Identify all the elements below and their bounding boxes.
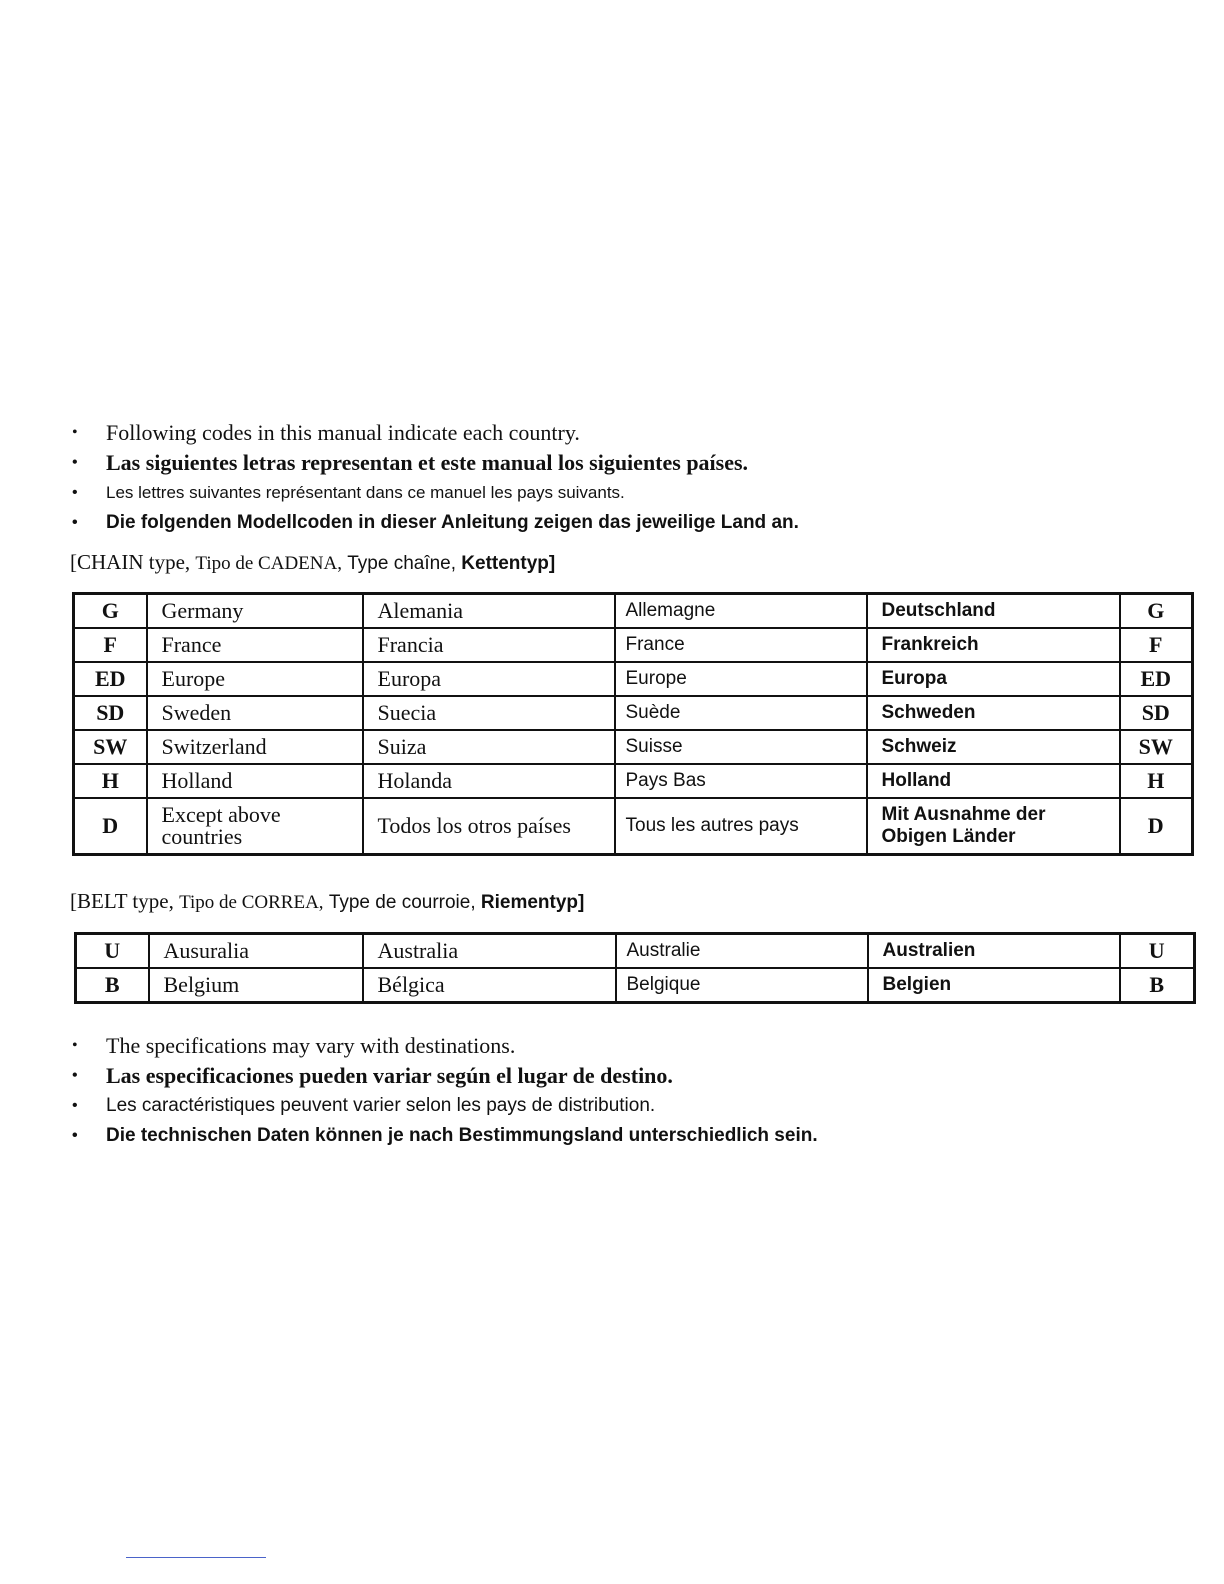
french-name-text: France [625,634,685,655]
code-right-text: B [1149,972,1165,997]
french-name-text: Australie [626,940,701,961]
german-name [867,764,1120,798]
code-left-text: F [103,632,117,657]
english-name-text: Germany [161,598,244,623]
country-row [74,696,1193,730]
spanish-name-text: Suiza [377,734,427,759]
english-name [149,968,363,1003]
english-name-text: France [161,632,222,657]
spanish-name [363,628,615,662]
code-left-text: H [101,768,119,793]
german-name [867,798,1120,855]
english-name-text: Sweden [161,700,232,725]
spec-note-german: • Die technischen Daten können je nach Bestimmungsland unterschiedlich sein. [70,1121,818,1151]
code-left-text: D [102,813,119,838]
spec-note-spanish: • Las especificaciones pueden variar según el lugar de destino. [70,1061,818,1091]
country-row [74,594,1193,629]
country-row [74,764,1193,798]
german-name-text: Frankreich [881,634,979,655]
english-name [149,934,363,969]
spanish-name-text: Europa [377,666,442,691]
english-name [147,798,363,855]
french-name [615,594,867,629]
caption-es: Tipo de CADENA, [195,553,342,574]
code-right [1120,594,1193,629]
spanish-name [363,934,616,969]
caption-es: Tipo de CORREA, [179,892,324,913]
german-name-text: Schweiz [881,736,957,757]
french-name [615,798,867,855]
german-name [867,628,1120,662]
spanish-name [363,764,615,798]
spanish-name-text: Bélgica [377,972,445,997]
german-name-text: Europa [881,668,947,689]
code-right [1120,968,1195,1003]
caption-fr: Type de courroie, [328,892,476,913]
spanish-name [363,696,615,730]
caption-de: Riementyp] [480,892,585,913]
belt-type-caption [70,886,584,916]
spanish-name-text: Australia [377,938,459,963]
english-name-text: Belgium [163,972,240,997]
french-name [615,764,867,798]
code-left [74,662,147,696]
spec-notes [70,1031,818,1151]
french-name [616,934,868,969]
code-right [1120,934,1195,969]
german-name-text: Holland [881,770,952,791]
code-right [1120,628,1193,662]
spanish-name [363,798,615,855]
code-right-text: F [1149,632,1163,657]
spanish-name-text: Alemania [377,598,464,623]
code-left [76,968,149,1003]
code-right-text: D [1147,813,1164,838]
french-name-text: Europe [625,668,687,689]
spec-note-english: • The specifications may vary with destinations. [70,1031,818,1061]
spanish-name [363,968,616,1003]
caption-fr: Type chaîne, [347,553,457,574]
code-left-text: SW [93,734,128,759]
english-name [147,662,363,696]
french-name-text: Suisse [625,736,683,757]
code-left [76,934,149,969]
english-name [147,594,363,629]
code-right [1120,662,1193,696]
chain-type-caption [70,547,555,577]
code-right-text: ED [1140,666,1172,691]
footer-rule [126,1557,266,1558]
english-name [147,764,363,798]
spanish-name [363,594,615,629]
german-name [867,730,1120,764]
code-left [74,594,147,629]
code-left-text: G [101,598,119,623]
french-name [616,968,868,1003]
english-name [147,628,363,662]
spanish-name [363,730,615,764]
german-name [867,696,1120,730]
chain-country-table [72,592,1194,856]
french-name-text: Suède [625,702,681,723]
code-right [1120,696,1193,730]
code-left-text: SD [96,700,125,725]
spanish-name [363,662,615,696]
note-german: • Die folgenden Modellcoden in dieser Anleitung zeigen das jeweilige Land an. [70,508,799,538]
german-name [867,594,1120,629]
country-row [74,798,1193,855]
french-name [615,662,867,696]
code-right-text: U [1148,938,1165,963]
caption-en: [CHAIN type, [70,550,191,574]
german-name-text: Deutschland [881,600,996,621]
country-row [76,968,1195,1003]
french-name-text: Belgique [626,974,701,995]
french-name-text: Allemagne [625,600,716,621]
belt-country-table [74,932,1196,1004]
english-name [147,696,363,730]
caption-en: [BELT type, [70,889,174,913]
german-name [867,662,1120,696]
english-name-text: Holland [161,768,233,793]
german-name-text: Mit Ausnahme der Obigen Länder [881,804,1046,847]
code-right [1120,764,1193,798]
code-right-text: G [1147,598,1165,623]
code-left [74,730,147,764]
code-right [1120,798,1193,855]
country-row [74,730,1193,764]
english-name-text: Switzerland [161,734,267,759]
spanish-name-text: Holanda [377,768,453,793]
code-right-text: H [1147,768,1165,793]
german-name-text: Schweden [881,702,976,723]
country-row [76,934,1195,969]
note-english: • Following codes in this manual indicate each country. [70,418,799,448]
country-row [74,628,1193,662]
english-name-text: Ausuralia [163,938,250,963]
code-left [74,696,147,730]
french-name [615,696,867,730]
code-right-text: SW [1138,734,1173,759]
spanish-name-text: Todos los otros países [377,813,571,838]
spanish-name-text: Suecia [377,700,437,725]
french-name [615,730,867,764]
german-name [868,934,1120,969]
code-left-text: U [104,938,121,963]
code-left [74,798,147,855]
spec-note-french: • Les caractéristiques peuvent varier selon les pays de distribution. [70,1091,818,1121]
spanish-name-text: Francia [377,632,444,657]
note-spanish: • Las siguientes letras representan et este manual los siguientes países. [70,448,799,478]
english-name-text: Except above countries [161,802,281,849]
german-name-text: Australien [882,940,976,961]
english-name-text: Europe [161,666,226,691]
note-french: • Les lettres suivantes représentant dans ce manuel les pays suivants. [70,478,799,508]
code-right-text: SD [1141,700,1170,725]
english-name [147,730,363,764]
code-left [74,764,147,798]
french-name-text: Pays Bas [625,770,706,791]
code-right [1120,730,1193,764]
german-name [868,968,1120,1003]
code-left-text: ED [94,666,126,691]
german-name-text: Belgien [882,974,952,995]
caption-de: Kettentyp] [461,553,556,574]
french-name [615,628,867,662]
french-name-text: Tous les autres pays [625,815,799,836]
country-row [74,662,1193,696]
intro-notes [70,418,799,538]
code-left [74,628,147,662]
code-left-text: B [104,972,120,997]
